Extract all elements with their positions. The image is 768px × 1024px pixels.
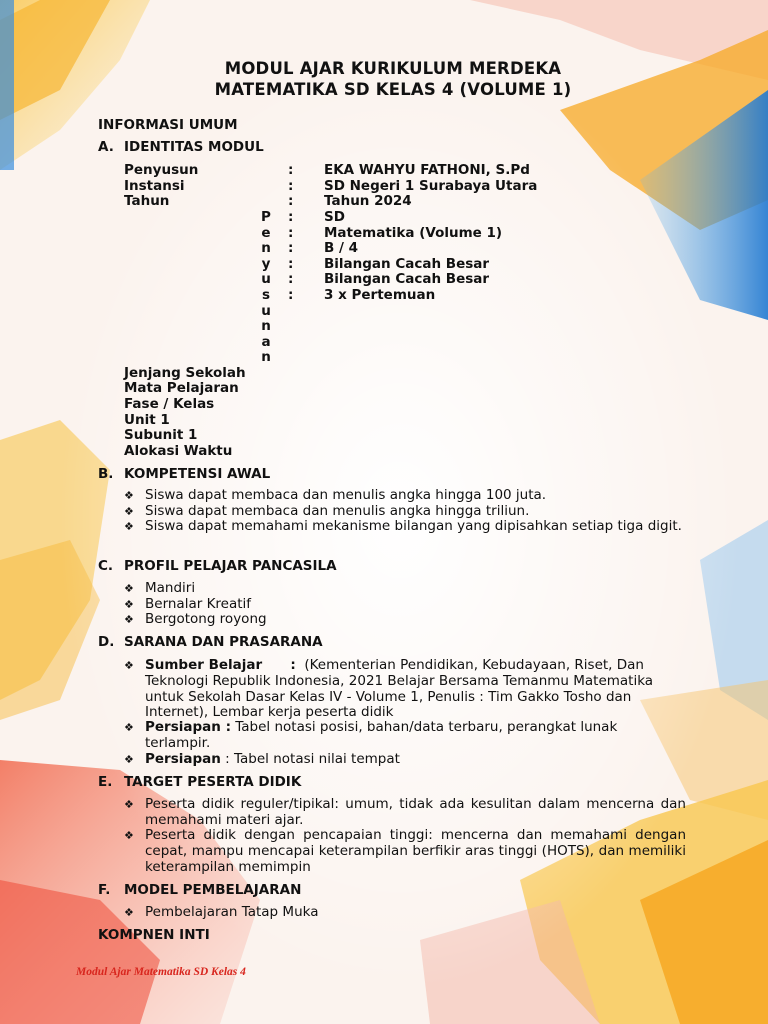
section-c-heading [98,558,337,574]
colon: : [288,178,294,194]
label-mata-pelajaran: Mata Pelajaran [124,380,239,396]
vertical-letter: s [261,287,271,303]
colon: : [288,193,294,209]
diamond-bullet-icon: ❖ [124,798,134,811]
section-title: PROFIL PELAJAR PANCASILA [124,558,337,574]
colon: : [288,256,294,272]
section-b-heading [98,466,270,482]
document-subtitle: MATEMATIKA SD KELAS 4 (VOLUME 1) [214,80,572,99]
vertical-letter: P [261,209,271,225]
section-d-heading [98,634,323,650]
label-jenjang-sekolah: Jenjang Sekolah [124,365,246,381]
vertical-letter: n [261,349,271,365]
value-jenjang: SD [324,209,345,225]
label-instansi: Instansi [124,178,185,194]
section-title: TARGET PESERTA DIDIK [124,774,302,790]
list-item: ❖ Mandiri [124,580,196,596]
section-number: D. [98,634,115,650]
diamond-bullet-icon: ❖ [124,829,134,842]
colon: : [288,162,294,178]
label-subunit: Subunit 1 [124,427,198,443]
section-title: IDENTITAS MODUL [124,139,264,155]
colon: : [288,240,294,256]
diamond-bullet-icon: ❖ [124,613,134,626]
diamond-bullet-icon: ❖ [124,520,134,533]
section-title: SARANA DAN PRASARANA [124,634,323,650]
vertical-letter: e [261,225,271,241]
colon: : [288,209,294,225]
colon: : [288,225,294,241]
vertical-letter: u [261,271,271,287]
colon: : [288,271,294,287]
document-title: MODUL AJAR KURIKULUM MERDEKA [224,59,562,78]
diamond-bullet-icon: ❖ [124,489,134,502]
section-number: B. [98,466,114,482]
section-number: A. [98,139,114,155]
value-penyusun: EKA WAHYU FATHONI, S.Pd [324,162,530,178]
list-item: ❖ Peserta didik reguler/tipikal: umum, tidak ada kesulitan dalam mencerna dan memahami materi ajar. [124,796,686,828]
section-title: KOMPETENSI AWAL [124,466,271,482]
diamond-bullet-icon: ❖ [124,721,134,734]
label-unit: Unit 1 [124,412,170,428]
diamond-bullet-icon: ❖ [124,659,134,672]
value-tahun: Tahun 2024 [324,193,412,209]
page-footer: Modul Ajar Matematika SD Kelas 4 [76,966,246,978]
heading-informasi-umum: INFORMASI UMUM [98,117,238,133]
vertical-letter: n [261,318,271,334]
label-alokasi-waktu: Alokasi Waktu [124,443,233,459]
list-item: ❖ Siswa dapat memahami mekanisme bilangan yang dipisahkan setiap tiga digit. [124,518,682,534]
value-alokasi: 3 x Pertemuan [324,287,436,303]
section-number: F. [98,882,111,898]
colon: : [288,287,294,303]
vertical-letter: u [261,303,271,319]
list-item: ❖ Siswa dapat membaca dan menulis angka hingga triliun. [124,503,530,519]
vertical-letter: n [261,240,271,256]
list-item: ❖ Persiapan : Tabel notasi posisi, bahan/data terbaru, perangkat lunak terlampir. [124,719,622,751]
section-number: E. [98,774,113,790]
section-f-heading [98,882,301,898]
diamond-bullet-icon: ❖ [124,906,134,919]
label-fase-kelas: Fase / Kelas [124,396,215,412]
vertical-letter: a [261,334,271,350]
section-number: C. [98,558,114,574]
label-tahun: Tahun [124,193,170,209]
heading-komponen-inti: KOMPNEN INTI [98,927,210,943]
diamond-bullet-icon: ❖ [124,505,134,518]
value-unit: Bilangan Cacah Besar [324,256,490,272]
list-item: ❖ Siswa dapat membaca dan menulis angka hingga 100 juta. [124,487,547,503]
value-instansi: SD Negeri 1 Surabaya Utara [324,178,538,194]
diamond-bullet-icon: ❖ [124,598,134,611]
label-penyusun: Penyusun [124,162,199,178]
list-item: ❖ Persiapan : Tabel notasi nilai tempat [124,751,400,767]
section-a-heading [98,139,264,155]
section-title: MODEL PEMBELAJARAN [124,882,302,898]
value-mapel: Matematika (Volume 1) [324,225,503,241]
list-item: ❖ Peserta didik dengan pencapaian tinggi: mencerna dan memahami dengan cepat, mampu mencapai keterampilan berfikir aras tinggi (HOTS), dan memiliki keterampilan memimpin [124,827,686,875]
section-e-heading [98,774,301,790]
diamond-bullet-icon: ❖ [124,582,134,595]
list-item: ❖ Sumber Belajar : (Kementerian Pendidikan, Kebudayaan, Riset, Dan Teknologi Republik Indonesia, 2021 Belajar Bersama Temanmu Matematika untuk Sekolah Dasar Kelas IV - Volume 1, Penulis : Tim Gakko Tosho dan Internet), Lembar kerja peserta didik [124,657,658,721]
value-fase: B / 4 [324,240,359,256]
list-item: ❖ Pembelajaran Tatap Muka [124,904,319,920]
list-item: ❖ Bergotong royong [124,611,267,627]
list-item: ❖ Bernalar Kreatif [124,596,252,612]
diamond-bullet-icon: ❖ [124,753,134,766]
value-subunit: Bilangan Cacah Besar [324,271,490,287]
vertical-letter: y [261,256,271,272]
